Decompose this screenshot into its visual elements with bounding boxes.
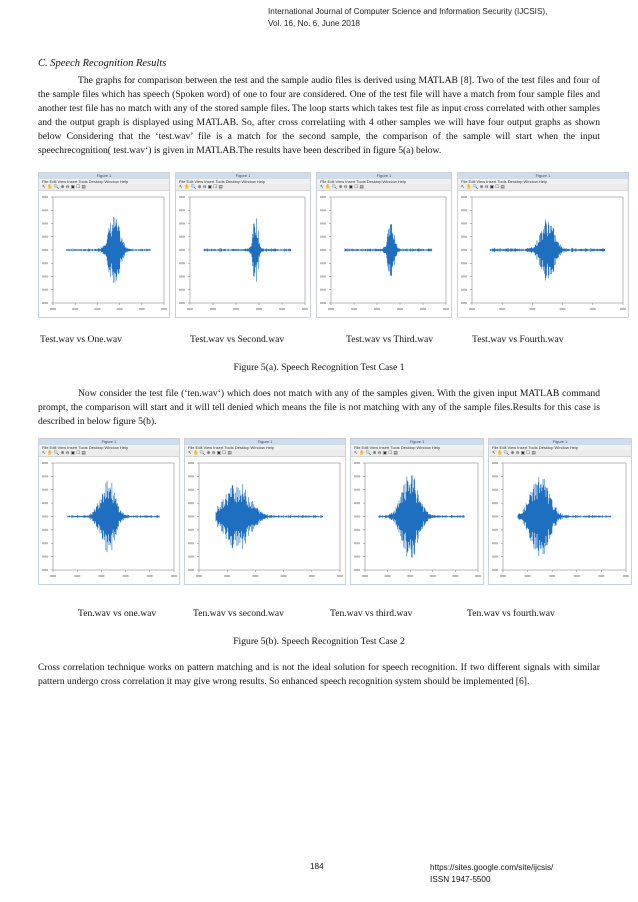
y-tick-label xyxy=(188,489,194,491)
y-tick-label xyxy=(188,529,194,531)
x-tick-label xyxy=(224,575,230,577)
y-tick-label xyxy=(42,502,48,504)
y-tick-label xyxy=(492,475,498,477)
x-tick-label xyxy=(420,308,426,310)
figure-menu-bar[interactable]: File Edit View Insert Tools Desktop Window Help xyxy=(176,179,310,184)
y-tick-label xyxy=(179,276,185,278)
y-tick-label xyxy=(188,475,194,477)
x-tick-label xyxy=(50,308,56,310)
y-tick-label xyxy=(354,529,360,531)
y-tick-label xyxy=(42,236,48,238)
y-tick-label xyxy=(354,542,360,544)
y-tick-label xyxy=(188,556,194,558)
paragraph-conclusion: Cross correlation technique works on pattern matching and is not the ideal solution for speech recognition. If two different signals with similar pattern undergo cross correlation it may give wrong results. So enhanced speech recognition system should be implemented [6]. xyxy=(38,662,600,687)
x-tick-label xyxy=(475,575,481,577)
x-tick-label xyxy=(469,308,475,310)
cross-correlation-plot xyxy=(317,191,451,317)
x-tick-label xyxy=(328,308,334,310)
y-tick-label xyxy=(42,249,48,251)
x-tick-label xyxy=(252,575,258,577)
y-tick-label xyxy=(354,462,360,464)
y-tick-label xyxy=(492,516,498,518)
x-tick-label xyxy=(161,308,167,310)
y-tick-label xyxy=(42,542,48,544)
x-tick-label xyxy=(94,308,100,310)
x-tick-label xyxy=(560,308,566,310)
figure-menu-bar[interactable]: File Edit View Insert Tools Desktop Window Help xyxy=(458,179,628,184)
y-tick-label xyxy=(179,289,185,291)
caption-ten-third: Ten.wav vs third.wav xyxy=(330,608,413,619)
x-tick-label xyxy=(139,308,145,310)
y-tick-label xyxy=(320,209,326,211)
y-tick-label xyxy=(320,196,326,198)
y-tick-label xyxy=(179,262,185,264)
y-tick-label xyxy=(492,489,498,491)
x-tick-label xyxy=(309,575,315,577)
y-tick-label xyxy=(461,276,467,278)
x-tick-label xyxy=(337,575,343,577)
matlab-figure-window xyxy=(316,172,452,318)
y-tick-label xyxy=(354,556,360,558)
y-tick-label xyxy=(492,462,498,464)
cross-correlation-plot xyxy=(489,457,631,584)
figure-window-title: Figure 1 xyxy=(458,173,628,179)
figure-window-title: Figure 1 xyxy=(185,439,345,445)
x-tick-label xyxy=(430,575,436,577)
section-title: C. Speech Recognition Results xyxy=(38,58,167,69)
figure-5b-caption: Figure 5(b). Speech Recognition Test Case 2 xyxy=(233,636,405,647)
figure-menu-bar[interactable]: File Edit View Insert Tools Desktop Window Help xyxy=(39,445,179,450)
y-tick-label xyxy=(42,223,48,225)
x-tick-label xyxy=(233,308,239,310)
x-tick-label xyxy=(529,308,535,310)
y-tick-label xyxy=(179,223,185,225)
caption-ten-second: Ten.wav vs second.wav xyxy=(193,608,284,619)
y-tick-label xyxy=(320,262,326,264)
y-tick-label xyxy=(320,289,326,291)
x-tick-label xyxy=(256,308,262,310)
figure-window-title: Figure 1 xyxy=(489,439,631,445)
cross-correlation-plot xyxy=(39,457,179,584)
y-tick-label xyxy=(461,236,467,238)
caption-test-one: Test.wav vs One.wav xyxy=(40,334,122,345)
y-tick-label xyxy=(354,502,360,504)
x-tick-label xyxy=(620,308,626,310)
y-tick-label xyxy=(461,262,467,264)
y-tick-label xyxy=(42,462,48,464)
caption-test-fourth: Test.wav vs Fourth.wav xyxy=(472,334,564,345)
y-tick-label xyxy=(320,302,326,304)
x-tick-label xyxy=(210,308,216,310)
figure-window-title: Figure 1 xyxy=(39,439,179,445)
y-tick-label xyxy=(42,529,48,531)
y-tick-label xyxy=(179,236,185,238)
y-tick-label xyxy=(42,489,48,491)
cross-correlation-plot xyxy=(351,457,483,584)
matlab-figure-window xyxy=(457,172,629,318)
figure-window-title: Figure 1 xyxy=(39,173,169,179)
y-tick-label xyxy=(42,556,48,558)
cross-correlation-plot xyxy=(458,191,628,317)
journal-header xyxy=(268,6,598,30)
y-tick-label xyxy=(188,462,194,464)
matlab-figure-window xyxy=(184,438,346,585)
y-tick-label xyxy=(42,569,48,571)
x-tick-label xyxy=(374,308,380,310)
y-tick-label xyxy=(492,542,498,544)
figure-window-title: Figure 1 xyxy=(176,173,310,179)
x-tick-label xyxy=(98,575,104,577)
figure-5b xyxy=(38,438,630,594)
figure-menu-bar[interactable]: File Edit View Insert Tools Desktop Window Help xyxy=(489,445,631,450)
matlab-figure-window xyxy=(350,438,484,585)
x-tick-label xyxy=(549,575,555,577)
x-tick-label xyxy=(623,575,629,577)
y-tick-label xyxy=(461,209,467,211)
y-tick-label xyxy=(461,196,467,198)
x-tick-label xyxy=(123,575,129,577)
y-tick-label xyxy=(42,196,48,198)
x-tick-label xyxy=(362,575,368,577)
x-tick-label xyxy=(281,575,287,577)
figure-toolbar[interactable]: ↖ ✋ 🔍 ⊕ ⊖ ▣ ☐ ▤ xyxy=(489,450,631,457)
figure-toolbar[interactable]: ↖ ✋ 🔍 ⊕ ⊖ ▣ ☐ ▤ xyxy=(351,450,483,457)
y-tick-label xyxy=(320,276,326,278)
x-tick-label xyxy=(397,308,403,310)
y-tick-label xyxy=(188,569,194,571)
caption-test-third: Test.wav vs Third.wav xyxy=(346,334,434,345)
x-tick-label xyxy=(171,575,177,577)
x-tick-label xyxy=(279,308,285,310)
y-tick-label xyxy=(188,542,194,544)
figure-toolbar[interactable]: ↖ ✋ 🔍 ⊕ ⊖ ▣ ☐ ▤ xyxy=(39,450,179,457)
page-number: 184 xyxy=(310,862,324,871)
y-tick-label xyxy=(179,196,185,198)
y-tick-label xyxy=(179,302,185,304)
x-tick-label xyxy=(452,575,458,577)
y-tick-label xyxy=(461,302,467,304)
y-tick-label xyxy=(492,502,498,504)
figure-toolbar[interactable]: ↖ ✋ 🔍 ⊕ ⊖ ▣ ☐ ▤ xyxy=(185,450,345,457)
cross-correlation-plot xyxy=(185,457,345,584)
figure-toolbar[interactable]: ↖ ✋ 🔍 ⊕ ⊖ ▣ ☐ ▤ xyxy=(458,184,628,191)
x-tick-label xyxy=(407,575,413,577)
figure-5a-caption: Figure 5(a). Speech Recognition Test Case 1 xyxy=(233,362,405,373)
cross-correlation-plot xyxy=(176,191,310,317)
journal-volume: Vol. 16, No. 6, June 2018 xyxy=(268,19,360,28)
y-tick-label xyxy=(354,569,360,571)
y-tick-label xyxy=(42,516,48,518)
x-tick-label xyxy=(598,575,604,577)
x-tick-label xyxy=(351,308,357,310)
x-tick-label xyxy=(443,308,449,310)
y-tick-label xyxy=(42,302,48,304)
y-tick-label xyxy=(492,529,498,531)
x-tick-label xyxy=(385,575,391,577)
y-tick-label xyxy=(320,223,326,225)
figure-toolbar[interactable]: ↖ ✋ 🔍 ⊕ ⊖ ▣ ☐ ▤ xyxy=(317,184,451,191)
y-tick-label xyxy=(42,289,48,291)
matlab-figure-window xyxy=(38,438,180,585)
paragraph-intro: The graphs for comparison between the test and the sample audio files is derived using MATLAB [8]. Two of the test files and four of the sample files which has speech (Spoken word) of one to four are considered. One of the test file will have a match from four sample files and another test file has no match with any of the stored sample files. The loop starts which takes test file as input cross correlated with other samples and the output graph is displayed using MATLAB. So, after cross correlatiing with 4 other samples we will have four output graphs as shown below Considering that the ‘test.wav’ file is a match for the second sample, the comparison of the sample will start when the input speechrecognition( test.wav‘) is given in MATLAB.The results have been described in figure 5(a) below. xyxy=(38,75,600,156)
x-tick-label xyxy=(74,575,80,577)
x-tick-label xyxy=(187,308,193,310)
y-tick-label xyxy=(354,475,360,477)
matlab-figure-window xyxy=(488,438,632,585)
x-tick-label xyxy=(72,308,78,310)
y-tick-label xyxy=(320,249,326,251)
y-tick-label xyxy=(179,249,185,251)
y-tick-label xyxy=(42,262,48,264)
figure-menu-bar[interactable]: File Edit View Insert Tools Desktop Window Help xyxy=(185,445,345,450)
figure-menu-bar[interactable]: File Edit View Insert Tools Desktop Window Help xyxy=(39,179,169,184)
matlab-figure-window xyxy=(38,172,170,318)
x-tick-label xyxy=(196,575,202,577)
y-tick-label xyxy=(492,556,498,558)
matlab-figure-window xyxy=(175,172,311,318)
y-tick-label xyxy=(461,249,467,251)
journal-issn: ISSN 1947-5500 xyxy=(430,875,491,884)
y-tick-label xyxy=(354,489,360,491)
figure-window-title: Figure 1 xyxy=(351,439,483,445)
footer-info xyxy=(430,862,553,886)
y-tick-label xyxy=(179,209,185,211)
cross-correlation-plot xyxy=(39,191,169,317)
journal-url[interactable]: https://sites.google.com/site/ijcsis/ xyxy=(430,863,554,872)
figure-toolbar[interactable]: ↖ ✋ 🔍 ⊕ ⊖ ▣ ☐ ▤ xyxy=(39,184,169,191)
y-tick-label xyxy=(461,223,467,225)
caption-test-second: Test.wav vs Second.wav xyxy=(190,334,285,345)
figure-5a xyxy=(38,172,630,332)
x-tick-label xyxy=(117,308,123,310)
x-tick-label xyxy=(50,575,56,577)
x-tick-label xyxy=(574,575,580,577)
x-tick-label xyxy=(302,308,308,310)
journal-title: International Journal of Computer Science and Information Security (IJCSIS), xyxy=(268,7,548,16)
x-tick-label xyxy=(500,575,506,577)
y-tick-label xyxy=(42,209,48,211)
x-tick-label xyxy=(525,575,531,577)
caption-ten-one: Ten.wav vs one.wav xyxy=(78,608,157,619)
x-tick-label xyxy=(499,308,505,310)
figure-toolbar[interactable]: ↖ ✋ 🔍 ⊕ ⊖ ▣ ☐ ▤ xyxy=(176,184,310,191)
y-tick-label xyxy=(320,236,326,238)
figure-window-title: Figure 1 xyxy=(317,173,451,179)
y-tick-label xyxy=(42,276,48,278)
x-tick-label xyxy=(590,308,596,310)
x-tick-label xyxy=(147,575,153,577)
y-tick-label xyxy=(188,516,194,518)
y-tick-label xyxy=(188,502,194,504)
y-tick-label xyxy=(461,289,467,291)
y-tick-label xyxy=(492,569,498,571)
caption-ten-fourth: Ten.wav vs fourth.wav xyxy=(467,608,555,619)
paragraph-test-case-2: Now consider the test file (‘ten.wav‘) which does not match with any of the samples given. With the given input MATLAB command prompt, the comparison will start and it will tell denied which means the file is not matching with any of the sample files.Results for this case is described in below figure 5(b). xyxy=(38,388,600,427)
figure-menu-bar[interactable]: File Edit View Insert Tools Desktop Window Help xyxy=(351,445,483,450)
figure-menu-bar[interactable]: File Edit View Insert Tools Desktop Window Help xyxy=(317,179,451,184)
y-tick-label xyxy=(354,516,360,518)
y-tick-label xyxy=(42,475,48,477)
